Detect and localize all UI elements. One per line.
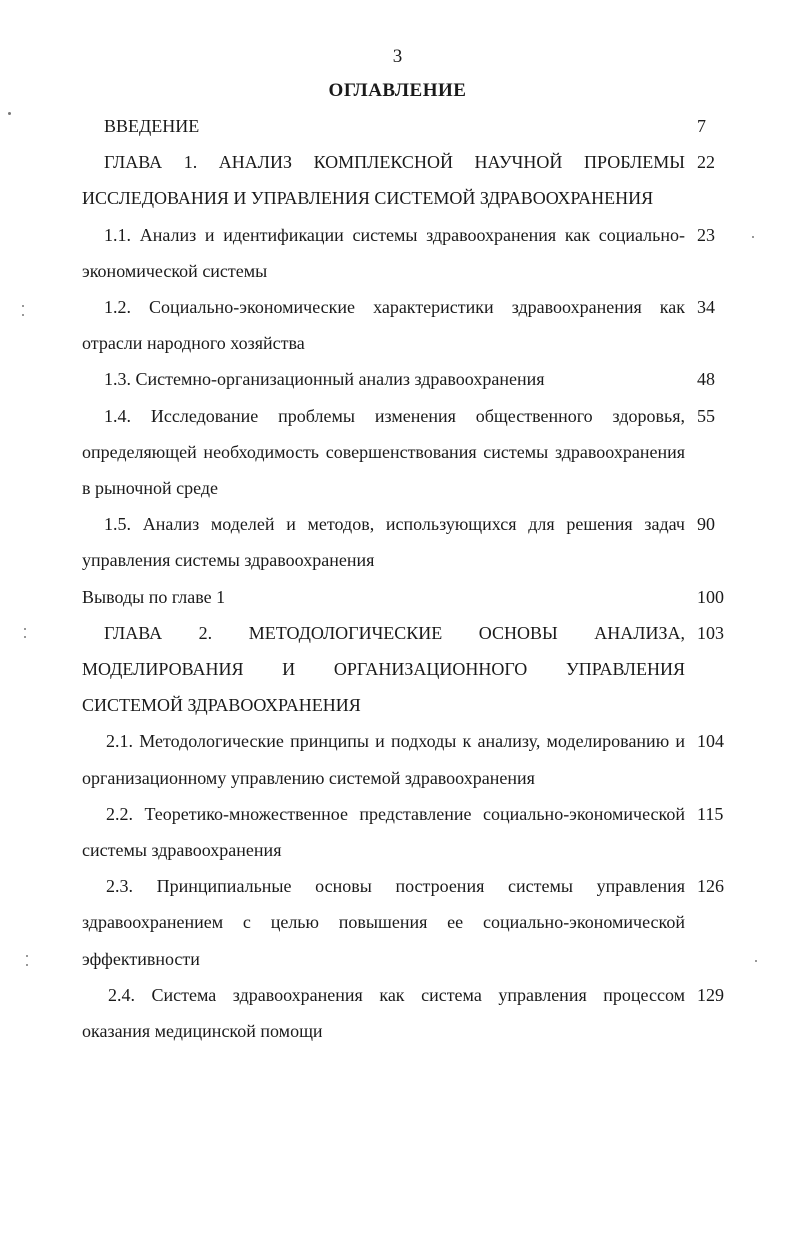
toc-entry-introduction[interactable] xyxy=(82,108,732,144)
toc-entry-text: 1.3. Системно-организационный анализ здравоохранения xyxy=(104,369,545,390)
toc-entry-text: ВВЕДЕНИЕ xyxy=(104,116,200,136)
toc-entry-section-2-4[interactable] xyxy=(82,977,732,1049)
toc-entry-page: 48 xyxy=(697,369,715,390)
toc-entry-chapter-2[interactable] xyxy=(82,615,732,724)
scan-speck xyxy=(24,628,26,630)
toc-entry-text: 1.4. Исследование проблемы изменения общественного здоровья, определяющей необходимость совершенствования системы здравоохранения в рыночной среде xyxy=(82,405,685,499)
scan-speck xyxy=(26,964,28,966)
toc-entry-section-1-4[interactable] xyxy=(82,398,732,507)
toc-entry-page: 23 xyxy=(697,224,715,245)
scan-speck xyxy=(22,305,24,307)
toc-entry-section-1-2[interactable] xyxy=(82,289,732,361)
toc-entry-text: 2.3. Принципиальные основы построения системы управления здравоохранением с целью повышения ее социально-экономической эффективности xyxy=(82,876,685,969)
toc-entry-page: 100 xyxy=(697,586,724,607)
toc-entry-page: 90 xyxy=(697,514,715,535)
toc-entry-section-1-5[interactable] xyxy=(82,506,732,578)
scan-speck xyxy=(8,112,11,115)
toc-entry-conclusions-1[interactable] xyxy=(82,579,732,615)
toc-title: ОГЛАВЛЕНИЕ xyxy=(328,80,467,101)
toc-entry-text: ГЛАВА 2. МЕТОДОЛОГИЧЕСКИЕ ОСНОВЫ АНАЛИЗА, МОДЕЛИРОВАНИЯ И ОРГАНИЗАЦИОННОГО УПРАВЛЕНИЯ СИСТЕМОЙ ЗДРАВООХРАНЕНИЯ xyxy=(82,622,685,716)
page-number: 3 xyxy=(392,46,403,67)
toc-entry-section-2-3[interactable] xyxy=(82,868,732,977)
toc-entry-page: 103 xyxy=(697,622,724,643)
toc-entry-text: 1.2. Социально-экономические характеристики здравоохранения как отрасли народного хозяйства xyxy=(82,297,685,354)
table-of-contents xyxy=(82,108,732,1049)
toc-entry-page: 115 xyxy=(697,803,724,824)
toc-entry-text: 2.4. Система здравоохранения как система управления процессом оказания медицинской помощи xyxy=(82,984,685,1042)
toc-entry-section-1-3[interactable] xyxy=(82,361,732,397)
toc-entry-section-2-2[interactable] xyxy=(82,796,732,868)
scan-speck xyxy=(755,960,757,962)
toc-entry-section-2-1[interactable] xyxy=(82,723,732,795)
toc-entry-chapter-1[interactable] xyxy=(82,144,732,216)
scan-speck xyxy=(24,636,26,638)
toc-entry-text: 2.2. Теоретико-множественное представление социально-экономической системы здравоохранения xyxy=(82,803,685,861)
toc-entry-page: 55 xyxy=(697,405,715,426)
toc-entry-text: Выводы по главе 1 xyxy=(82,586,226,607)
toc-entry-text: ГЛАВА 1. АНАЛИЗ КОМПЛЕКСНОЙ НАУЧНОЙ ПРОБЛЕМЫ ИССЛЕДОВАНИЯ И УПРАВЛЕНИЯ СИСТЕМОЙ ЗДРАВООХРАНЕНИЯ xyxy=(82,152,685,209)
scan-speck xyxy=(22,314,24,316)
toc-entry-text: 1.5. Анализ моделей и методов, использующихся для решения задач управления системы здравоохранения xyxy=(82,514,685,571)
toc-entry-text: 1.1. Анализ и идентификации системы здравоохранения как социально-экономической системы xyxy=(82,224,685,281)
toc-entry-page: 129 xyxy=(697,984,724,1005)
toc-entry-text: 2.1. Методологические принципы и подходы к анализу, моделированию и организационному управлению системой здравоохранения xyxy=(82,731,685,788)
toc-entry-page: 22 xyxy=(697,152,715,173)
toc-entry-page: 7 xyxy=(697,116,706,136)
toc-entry-page: 104 xyxy=(697,731,724,752)
scan-speck xyxy=(752,236,754,238)
toc-entry-section-1-1[interactable] xyxy=(82,217,732,289)
toc-entry-page: 34 xyxy=(697,297,715,318)
toc-entry-page: 126 xyxy=(697,876,724,897)
scan-speck xyxy=(26,955,28,957)
